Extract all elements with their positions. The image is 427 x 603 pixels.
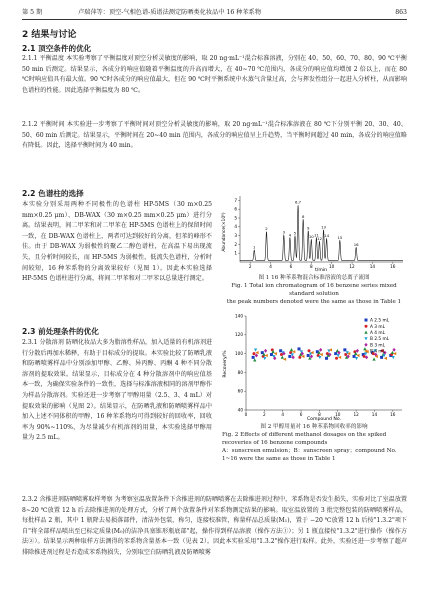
legend-label: B 4 mL [370, 349, 385, 355]
issue-label: 第 5 期 [22, 9, 43, 16]
data-point [344, 353, 347, 356]
data-point [334, 352, 337, 355]
x-tick-label: 0 [244, 412, 248, 417]
peak-label: 3 [282, 229, 286, 235]
x-tick-label: 6 [289, 264, 293, 269]
legend-label: B 3 mL [370, 343, 385, 349]
data-point [392, 348, 395, 352]
data-point [335, 357, 338, 360]
paragraph-2-2: 本实验分别采用两种不同极性的色谱柱 HP-5MS（30 m×0.25 mm×0.25 μm）、DB-WAX（30 m×0.25 mm×0.25 μm）进行分离。结果表明，间二甲苯和对二甲苯在 HP-5MS 色谱柱上的保留时间一致，在 DB-WAX 色谱柱上，两者可达到较好的分离，但苯的峰形不佳。由于 DB-WAX 为弱极性的聚乙二醇色谱柱，在高温下易出现流失，且分析时间较长，而 HP-5MS 为弱极性、低流失色谱柱，分析时间较短，16 种苯系物的分离效果较好（见图 1）。因此本实验选择 HP-5MS 色谱柱进行分离，将间二甲苯和对二甲苯以总量进行测定。 [22, 201, 212, 283]
y-tick-label: 40 [237, 407, 243, 413]
data-point [291, 355, 294, 359]
chromatogram-trace [240, 205, 403, 260]
data-point [281, 356, 284, 359]
data-point [319, 348, 322, 352]
subsection-heading-2-2: 2.2 色谱柱的选择 [22, 189, 84, 198]
paragraph-2-1-1: 2.1.1 平衡温度 本实验考察了平衡温度对顶空分析灵敏度的影响，取 20 ng·mL⁻¹混合标准溶液，分别在 40、50、60、70、80、90 ℃平衡 50 min 后测定。结果显示，各成分的响应值随着平衡温度的升高而增大，在 40~70 ℃范围内，各成分的响应值均增加 2 倍以上，而在 80 ℃时响应值具有最大值。90 ℃时各成分的响应值最大，但在 90 ℃时平衡系统中水蒸气含量过高，会与挥发性组分一起进入分析柱，从而影响色谱柱的性能。因此选择平衡温度为 80 ℃。 [22, 55, 407, 94]
data-point [279, 349, 282, 352]
x-tick-label: 4 [269, 264, 272, 269]
paragraph-2-3-2: 2.3.2 含推进剂防晒喷雾取样考察 为考察室温放置条件下含推进剂的防晒喷雾在去除推进剂过程中，苯系物是否发生损失，实验对比了室温放置 8~20 ℃放置 12 h 后去除推进剂的处理方式，分析了两个放置条件对苯系物测定结果的影响。取室温放置的 3 批完整包装的防晒喷雾样品，每批样品 2 瓶，其中 1 瓶降去易损落部件，清洁外包装，称匀，连接校准管，称量样品总质量(M₁)，置于 −20 ℃放置 12 h 后按"1.3.2"项下自"将全部样品喷出至已标定质量(M₀)的洁净具塞锥形瓶底部"起，操作得到样品溶液（操作方法①）；另 1 瓶直接按"1.3.2"进行操作（操作方法②）。结果显示两种取样方法测得的苯系物含量基本一致（见表 2）。因此本实验采用"1.3.2"操作进行取样。此外，实验还进一步考察了超声排除推进剂过程是否造成苯系物损失，分别取空白防晒乳液及防晒喷雾 [22, 496, 408, 556]
x-tick-label: 10 [335, 412, 341, 417]
data-point [307, 354, 310, 357]
x-tick-label: 16 [390, 412, 396, 417]
subsection-heading-2-1: 2.1 顶空条件的优化 [22, 44, 92, 53]
data-point [254, 348, 257, 351]
paragraph-2-1-2: 2.1.2 平衡时间 本实验进一步考察了平衡时间对顶空分析灵敏度的影响，取 20 ng·mL⁻¹混合标准溶液在 80 ℃下分别平衡 20、30、40、50、60 min 后测定。结果显示，平衡时间在 20~40 min 范围内，各成分的响应值呈上升趋势，当平衡时间超过 40 min，各成分的响应值略有降低。因此，选择平衡时间为 40 min。 [22, 121, 407, 150]
figure-2-caption-cn: 图 2 甲醇用量对 16 种苯系物回收率的影响 [260, 424, 368, 430]
data-point [353, 355, 356, 358]
peak-label: 8 [301, 213, 305, 219]
data-point [372, 357, 375, 360]
running-title: 卢瑞萍等：顶空-气相色谱-质谱法测定防晒类化妆品中 16 种苯系物 [78, 9, 262, 16]
data-point [384, 357, 387, 360]
x-tick-label: 16 [390, 264, 396, 269]
peak-label: 5 [293, 230, 297, 236]
data-point [263, 357, 266, 360]
data-point [363, 347, 366, 350]
data-point [264, 349, 267, 353]
data-point [265, 354, 268, 357]
peak-label: 16 [353, 241, 359, 247]
legend-marker [364, 331, 367, 334]
peak-label: 13 [321, 224, 326, 230]
figure-2-caption-note: A：sunscreen emulsion；B：sunscreen spray；compound No. 1~16 were the same as those in Table 1 [222, 448, 397, 462]
data-point [318, 356, 321, 359]
peak-label: 1 [253, 244, 256, 250]
y-tick-label: 100 [235, 351, 243, 356]
data-point [307, 349, 310, 352]
section-heading: 2 结果与讨论 [22, 30, 77, 40]
y-tick-label: 2 [234, 241, 237, 247]
data-point [297, 347, 300, 350]
x-tick-label: 6 [299, 412, 303, 417]
data-point [392, 356, 395, 359]
peak-label: 14 [324, 233, 330, 239]
figure-1 [220, 192, 408, 272]
data-point [380, 356, 383, 359]
legend-label: A 2.5 mL [370, 318, 390, 324]
figure-1-caption-note: the peak numbers denoted were the same as those in Table 1 [226, 299, 402, 305]
x-axis-label: t/min [314, 268, 328, 272]
legend-label: B 2.5 mL [370, 337, 390, 343]
data-point [343, 348, 346, 351]
subsection-heading-2-3: 2.3 前处理条件的优化 [22, 327, 99, 336]
data-point [355, 357, 358, 360]
x-tick-label: 14 [369, 264, 376, 269]
peak-label: 11 [313, 232, 319, 238]
x-tick-label: 8 [309, 264, 313, 269]
data-point [270, 353, 273, 356]
page-number: 863 [395, 9, 407, 16]
y-tick-label: 6 [234, 206, 237, 212]
peak-label: 2 [265, 226, 268, 232]
data-point [298, 356, 301, 359]
peak-label: 6,7 [295, 199, 302, 205]
peak-label: 9 [307, 225, 310, 231]
legend-marker [365, 325, 368, 328]
y-tick-label: 3 [234, 233, 237, 238]
figure-2-caption-en: Fig. 2 Effects of different methanol dosages on the spiked recoveries of 16 benzene compounds [222, 432, 387, 446]
legend-label: A 3 mL [370, 324, 385, 330]
peak-label: 12 [317, 235, 322, 241]
legend-label: A 4 mL [370, 331, 385, 336]
data-point [393, 352, 396, 355]
x-tick-label: 2 [263, 412, 266, 417]
y-tick-label: 5 [234, 215, 237, 221]
running-header [22, 7, 407, 20]
figure-2 [220, 312, 408, 422]
data-point [252, 356, 255, 359]
data-point [325, 357, 328, 360]
y-axis-label: Recovery/% [223, 350, 228, 378]
x-tick-label: 10 [329, 264, 335, 269]
data-point [252, 352, 255, 355]
legend-marker [365, 319, 368, 322]
peak-label: 15 [337, 234, 343, 240]
chromatogram-plot [220, 192, 408, 272]
figure-1-caption-cn: 图 1 16 种苯系物混合标准溶液的总离子流图 [258, 275, 370, 281]
data-point [288, 355, 291, 358]
legend-marker [364, 337, 367, 340]
legend-marker [364, 343, 367, 347]
data-point [290, 348, 293, 351]
x-tick-label: 2 [248, 264, 252, 269]
data-point [255, 351, 258, 354]
x-tick-label: 12 [353, 412, 359, 417]
x-axis-label: Compound No. [306, 417, 342, 422]
y-tick-label: 4 [234, 224, 237, 230]
recovery-scatter-plot [220, 312, 408, 422]
x-tick-label: 4 [281, 412, 285, 417]
figure-1-caption-en: Fig. 1 Total ion chromatogram of 16 benzene series mixed standard solution [231, 283, 397, 297]
y-tick-label: 140 [235, 313, 243, 319]
y-tick-label: 60 [237, 388, 243, 394]
y-tick-label: 7 [234, 197, 237, 203]
y-tick-label: 120 [235, 332, 243, 338]
paragraph-2-3-1: 2.3.1 分散溶剂 防晒化妆品大多为脂溶性样品，加入适量的有机溶剂进行分散后再加水稀释，有助于目标成分的提取。本实验比较了防晒乳液和防晒喷雾样品中分别添加甲醇、乙醇、异丙醇、丙酮 4 种不同分散溶剂的提取效果。结果显示，目标成分在 4 种分散溶剂中的响应值基本一致，为确保实验条件的一致性，选择与标准溶液相同的溶剂甲醇作为样品分散溶剂。实验还进一步考察了甲醇用量（2.5、3、4 mL）对提取效果的影响（见图 2）。结果显示，在防晒乳液和防晒喷雾样品中加入上述不同体积的甲醇，16 种苯系物均可得到较好的回收率，回收率为 90%~110%，为尽量减少有机溶剂的用量，本实验选择甲醇用量为 2.5 mL。 [22, 339, 213, 442]
peak-label: 10 [308, 234, 314, 240]
peak-label: 4 [288, 232, 292, 238]
x-tick-label: 12 [349, 264, 355, 269]
x-tick-label: 14 [371, 412, 378, 417]
y-tick-label: 1 [234, 250, 237, 256]
y-axis-label: Abundance(×10⁶) [222, 212, 227, 252]
x-tick-label: 8 [318, 412, 321, 417]
data-point [261, 351, 264, 354]
y-tick-label: 80 [237, 369, 243, 375]
